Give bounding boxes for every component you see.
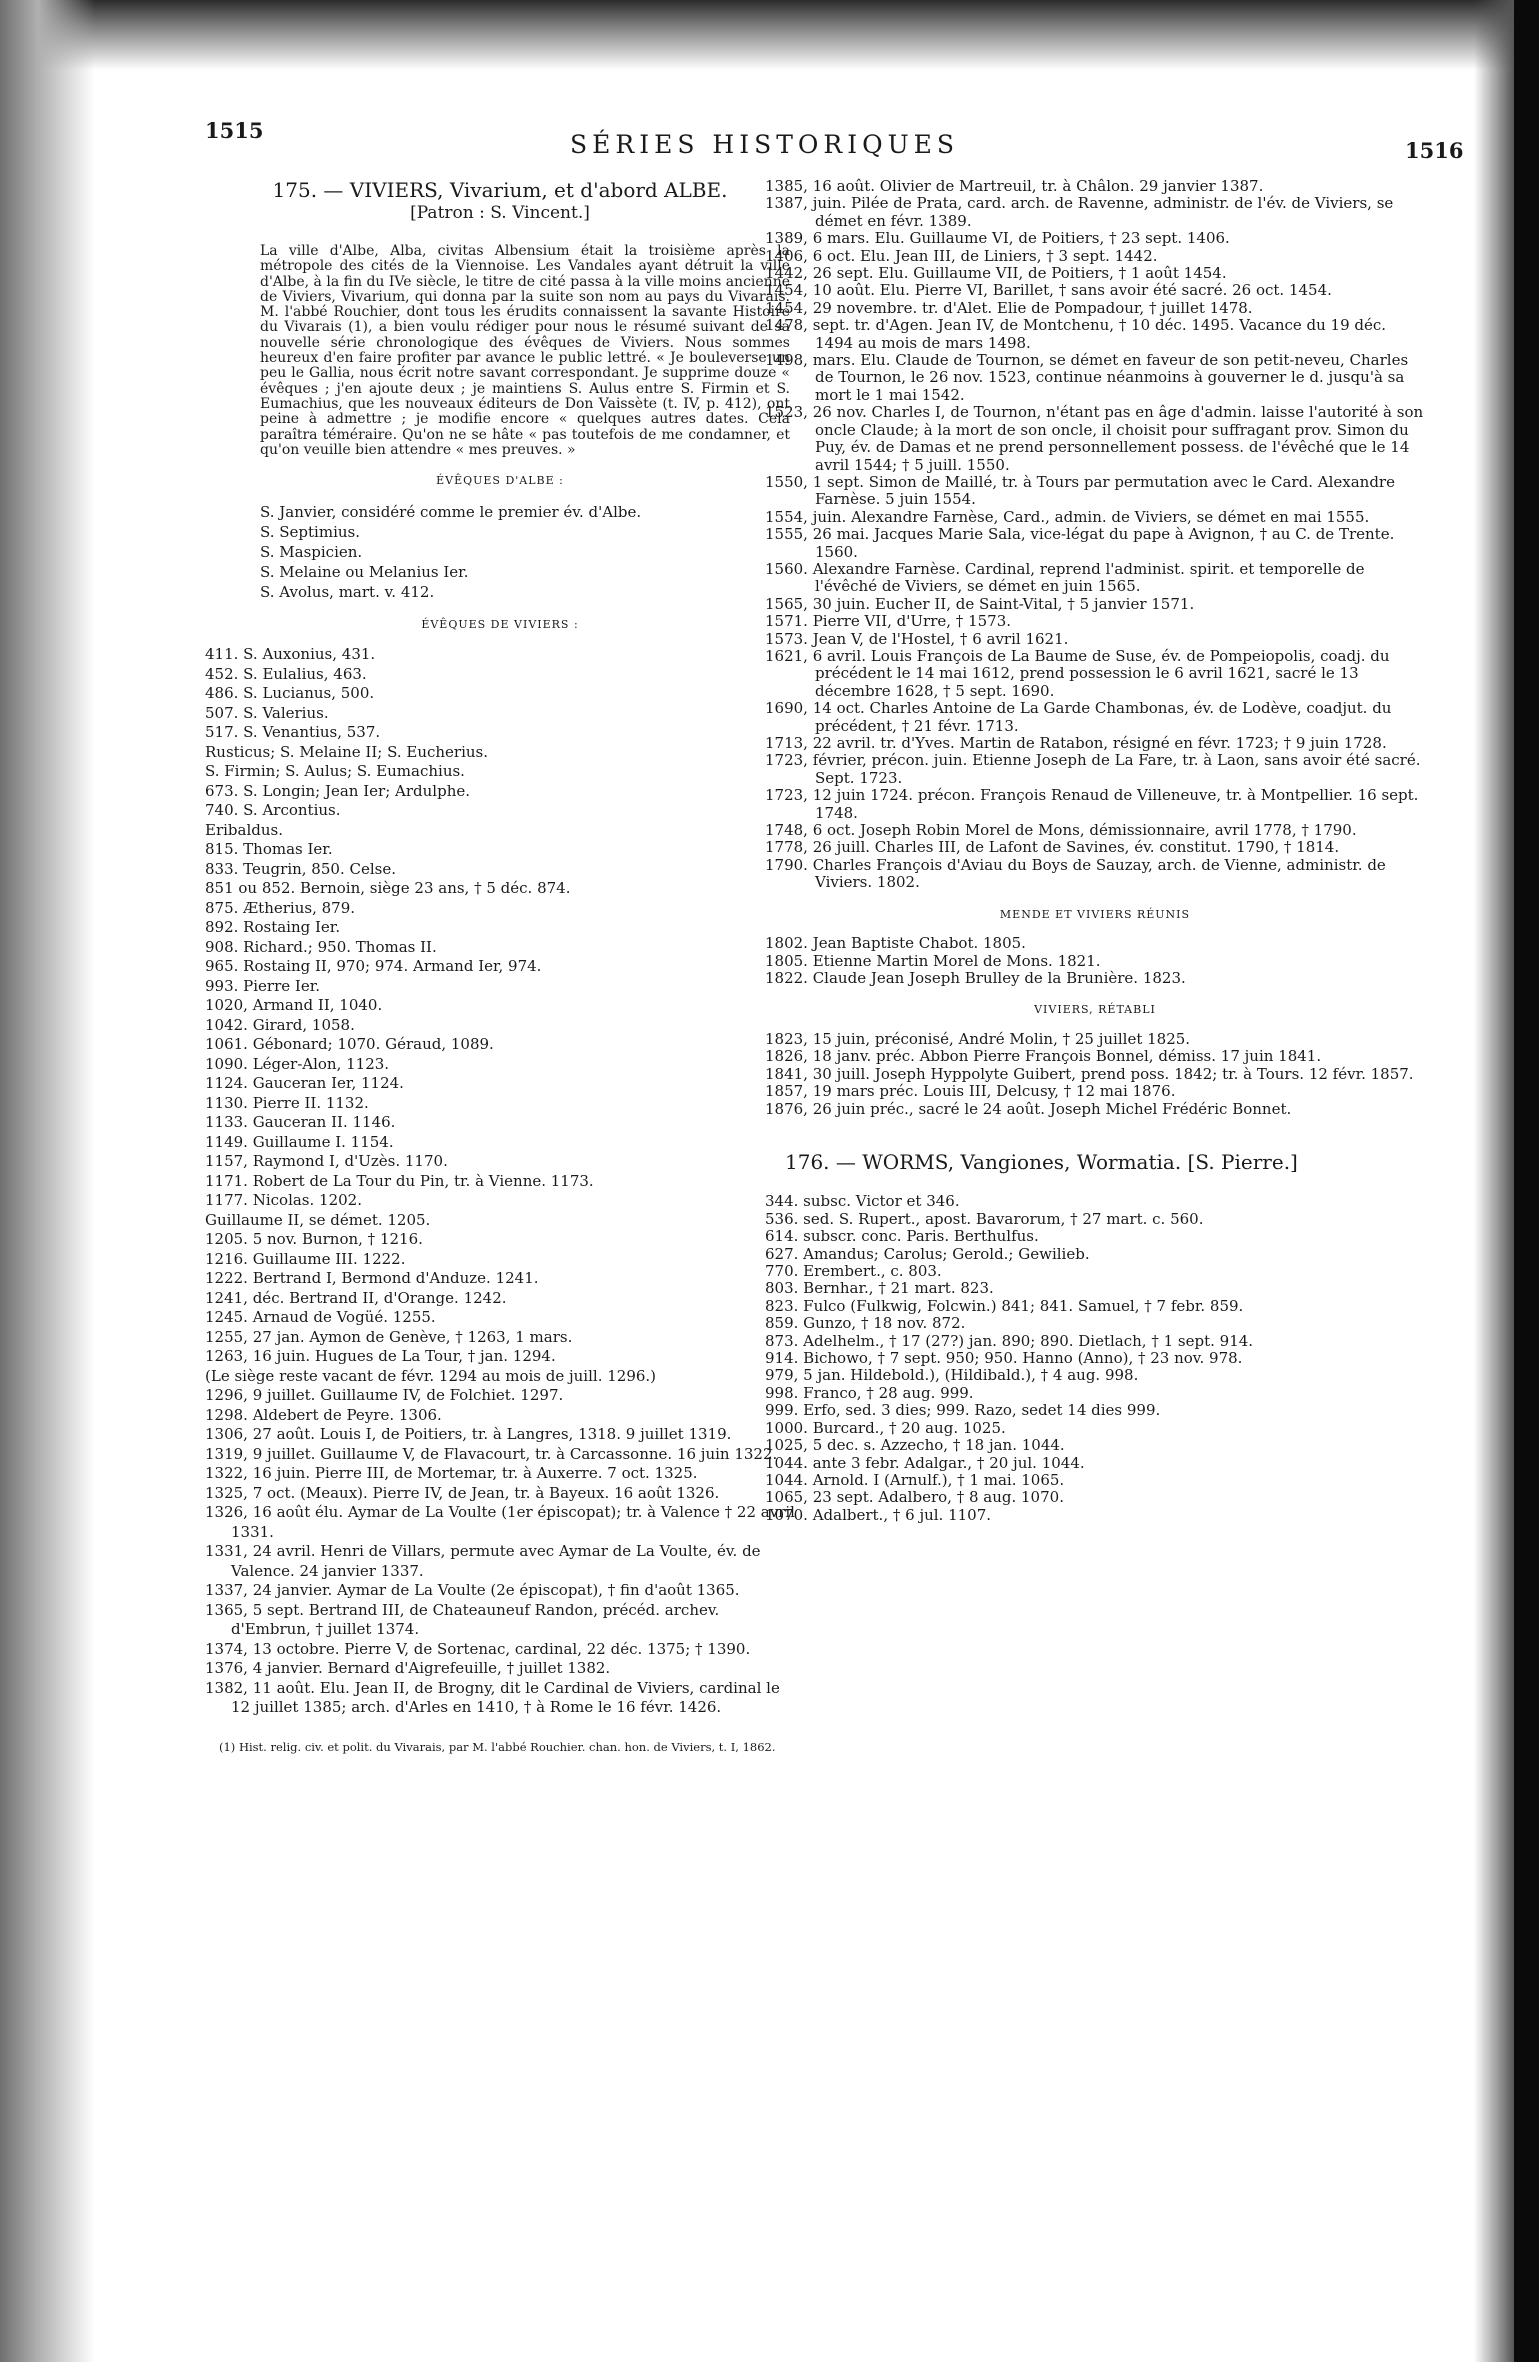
bishop-entry: 1555, 26 mai. Jacques Marie Sala, vice-légat du pape à Avignon, † au C. de Trente. 1560.: [765, 525, 1395, 561]
viviers-list: [205, 645, 795, 1718]
bishop-entry: 1554, juin. Alexandre Farnèse, Card., admin. de Viviers, se démet en mai 1555.: [765, 507, 1370, 526]
bishop-entry: 1177. Nicolas. 1202.: [205, 1191, 362, 1210]
albe-list: [205, 502, 795, 602]
bishop-entry: 1802. Jean Baptiste Chabot. 1805.: [765, 934, 1026, 953]
bishop-entry: 1374, 13 octobre. Pierre V, de Sortenac, cardinal, 22 déc. 1375; † 1390.: [205, 1639, 751, 1658]
bishop-entry: 1565, 30 juin. Eucher II, de Saint-Vital, † 5 janvier 1571.: [765, 594, 1195, 613]
bishop-entry: 1000. Burcard., † 20 aug. 1025.: [765, 1418, 1006, 1437]
scan-edge-right-shadow: [1474, 0, 1514, 2362]
albe-bishop: S. Maspicien.: [260, 542, 363, 561]
section-patron: [Patron : S. Vincent.]: [410, 203, 590, 223]
bishop-entry: 486. S. Lucianus, 500.: [205, 684, 375, 703]
bishop-entry: 1245. Arnaud de Vogüé. 1255.: [205, 1308, 436, 1327]
bishop-entry: 1498, mars. Elu. Claude de Tournon, se démet en faveur de son petit-neveu, Charles de Tournon, le 26 nov. 1523, continue néanmoins à gouverner le d. jusqu'à sa mort le 1 mai 1542.: [765, 351, 1409, 404]
bishop-entry: 627. Amandus; Carolus; Gerold.; Gewilieb.: [765, 1244, 1090, 1263]
bishop-entry: 993. Pierre Ier.: [205, 976, 321, 995]
bishop-entry: 998. Franco, † 28 aug. 999.: [765, 1383, 974, 1402]
section-title-viviers: 175. — VIVIERS, Vivarium, et d'abord ALBE.: [272, 178, 728, 202]
bishop-entry: 908. Richard.; 950. Thomas II.: [205, 937, 437, 956]
bishop-entry: 875. Ætherius, 879.: [205, 898, 356, 917]
bishop-entry: 1090. Léger-Alon, 1123.: [205, 1054, 390, 1073]
left-column: [205, 178, 795, 1755]
bishop-entry: 1065, 23 sept. Adalbero, † 8 aug. 1070.: [765, 1488, 1064, 1507]
bishop-entry: 1263, 16 juin. Hugues de La Tour, † jan. 1294.: [205, 1347, 556, 1366]
bishop-entry: 770. Erembert., c. 803.: [765, 1262, 942, 1281]
bishop-entry: 1216. Guillaume III. 1222.: [205, 1249, 406, 1268]
bishop-entry: 823. Fulco (Fulkwig, Folcwin.) 841; 841. Samuel, † 7 febr. 859.: [765, 1296, 1244, 1315]
bishop-entry: 411. S. Auxonius, 431.: [205, 645, 376, 664]
bishop-entry: 1331, 24 avril. Henri de Villars, permute avec Aymar de La Voulte, év. de Valence. 24 janvier 1337.: [205, 1542, 761, 1580]
albe-bishop: S. Septimius.: [260, 522, 361, 541]
bishop-entry: 1442, 26 sept. Elu. Guillaume VII, de Poitiers, † 1 août 1454.: [765, 264, 1227, 283]
bishop-entry: 1723, février, précon. juin. Etienne Joseph de La Fare, tr. à Laon, sans avoir été sacré. Sept. 1723.: [765, 751, 1421, 787]
viviers-heading: ÉVÊQUES DE VIVIERS :: [421, 617, 579, 631]
scan-edge-top: [0, 0, 1539, 70]
bishop-entry: 815. Thomas Ier.: [205, 840, 333, 859]
bishop-entry: 1826, 18 janv. préc. Abbon Pierre François Bonnel, démiss. 17 juin 1841.: [765, 1047, 1322, 1066]
bishop-entry: 1255, 27 jan. Aymon de Genève, † 1263, 1 mars.: [205, 1327, 573, 1346]
albe-bishop: S. Melaine ou Melanius Ier.: [260, 562, 469, 581]
bishop-entry: 1042. Girard, 1058.: [205, 1015, 355, 1034]
albe-heading: ÉVÊQUES D'ALBE :: [436, 474, 564, 488]
bishop-entry: 892. Rostaing Ier.: [205, 918, 341, 937]
bishop-entry: 1020, Armand II, 1040.: [205, 996, 383, 1015]
document-page: [205, 108, 1464, 2308]
bishop-entry: 536. sed. S. Rupert., apost. Bavarorum, † 27 mart. c. 560.: [765, 1209, 1204, 1228]
bishop-entry: 1550, 1 sept. Simon de Maillé, tr. à Tours par permutation avec le Card. Alexandre Farnèse. 5 juin 1554.: [765, 472, 1395, 509]
running-title: SÉRIES HISTORIQUES: [570, 130, 960, 159]
bishop-entry: 803. Bernhar., † 21 mart. 823.: [765, 1279, 994, 1298]
bishop-entry: 914. Bichowo, † 7 sept. 950; 950. Hanno (Anno), † 23 nov. 978.: [765, 1349, 1243, 1368]
bishop-entry: 1805. Etienne Martin Morel de Mons. 1821.: [765, 951, 1101, 970]
bishop-entry: (Le siège reste vacant de févr. 1294 au mois de juill. 1296.): [205, 1366, 657, 1385]
bishop-entry: 1061. Gébonard; 1070. Géraud, 1089.: [205, 1035, 494, 1054]
bishop-entry: 517. S. Venantius, 537.: [205, 723, 381, 742]
bishop-entry: 1222. Bertrand I, Bermond d'Anduze. 1241.: [205, 1269, 539, 1288]
bishop-entry: 1621, 6 avril. Louis François de La Baume de Suse, év. de Pompeiopolis, coadj. du précédent le 14 mai 1612, prend possession le 6 avril 1621, sacré le 13 décembre 1628, † 5 sept. 1690.: [765, 646, 1390, 700]
intro-paragraph: La ville d'Albe, Alba, civitas Albensium était la troisième après la métropole des cités de la Viennoise. Les Vandales ayant détruit la ville d'Albe, à la fin du IVe siècle, le titre de cité passa à la ville moins ancienne de Viviers, Vivarium, qui donna par la suite son nom au pays du Vivarais. M. l'abbé Rouchier, dont tous les érudits connaissent la savante Histoire du Vivarais (1), a bien voulu rédiger pour nous le résumé suivant de sa nouvelle série chronologique des évêques de Viviers. Nous sommes heureux d'en faire profiter par avance le public lettré. « Je bouleverse un peu le Gallia, nous écrit notre savant correspondant. Je supprime douze « évêques ; j'en ajoute deux ; je maintiens S. Aulus entre S. Firmin et S. Eumachius, que les nouveaux éditeurs de Don Vaissète (t. IV, p. 412), ont peine à admettre ; je modifie encore « quelques autres dates. Cela paraîtra téméraire. Qu'on ne se hâte « pas toutefois de me condamner, et qu'on veuille bien attendre « mes preuves. »: [260, 243, 790, 458]
footnote: (1) Hist. relig. civ. et polit. du Vivarais, par M. l'abbé Rouchier. chan. hon. de Viviers, t. I, 1862.: [219, 1739, 776, 1754]
bishop-entry: 507. S. Valerius.: [205, 703, 329, 722]
bishop-entry: 452. S. Eulalius, 463.: [205, 664, 367, 683]
bishop-entry: 1385, 16 août. Olivier de Martreuil, tr. à Châlon. 29 janvier 1387.: [765, 177, 1264, 195]
bishop-entry: 1389, 6 mars. Elu. Guillaume VI, de Poitiers, † 23 sept. 1406.: [765, 229, 1230, 248]
retabli-list: [765, 1031, 1425, 1118]
bishop-entry: 1241, déc. Bertrand II, d'Orange. 1242.: [205, 1288, 507, 1307]
bishop-entry: 1822. Claude Jean Joseph Brulley de la Brunière. 1823.: [765, 968, 1186, 987]
bishop-entry: 979, 5 jan. Hildebold.), (Hildibald.), † 4 aug. 998.: [765, 1366, 1139, 1385]
bishop-entry: Rusticus; S. Melaine II; S. Eucherius.: [205, 742, 489, 761]
bishop-entry: 1326, 16 août élu. Aymar de La Voulte (1er épiscopat); tr. à Valence † 22 avril 1331.: [205, 1503, 795, 1541]
bishop-entry: 673. S. Longin; Jean Ier; Ardulphe.: [205, 781, 471, 800]
bishop-entry: 1149. Guillaume I. 1154.: [205, 1132, 394, 1151]
bishop-entry: 859. Gunzo, † 18 nov. 872.: [765, 1314, 966, 1333]
bishop-entry: 1454, 10 août. Elu. Pierre VI, Barillet, † sans avoir été sacré. 26 oct. 1454.: [765, 281, 1332, 300]
mende-list: [765, 935, 1425, 987]
bishop-entry: 1713, 22 avril. tr. d'Yves. Martin de Ratabon, résigné en févr. 1723; † 9 juin 1728.: [765, 734, 1387, 752]
mende-heading: MENDE ET VIVIERS RÉUNIS: [999, 907, 1191, 921]
bishop-entry: 873. Adelhelm., † 17 (27?) jan. 890; 890. Dietlach, † 1 sept. 914.: [765, 1331, 1254, 1350]
bishop-entry: 1296, 9 juillet. Guillaume IV, de Folchiet. 1297.: [205, 1386, 564, 1405]
bishop-entry: 1337, 24 janvier. Aymar de La Voulte (2e épiscopat), † fin d'août 1365.: [205, 1581, 740, 1600]
bishop-entry: 1157, Raymond I, d'Uzès. 1170.: [205, 1152, 448, 1171]
albe-bishop: S. Avolus, mart. v. 412.: [260, 582, 435, 601]
bishop-entry: 1857, 19 mars préc. Louis III, Delcusy, † 12 mai 1876.: [765, 1082, 1176, 1101]
bishop-entry: 999. Erfo, sed. 3 dies; 999. Razo, sedet 14 dies 999.: [765, 1401, 1161, 1420]
bishop-entry: 1748, 6 oct. Joseph Robin Morel de Mons, démissionnaire, avril 1778, † 1790.: [765, 821, 1357, 840]
bishop-entry: 1723, 12 juin 1724. précon. François Renaud de Villeneuve, tr. à Montpellier. 16 sept. 1748.: [765, 786, 1419, 822]
bishop-entry: 1778, 26 juill. Charles III, de Lafont de Savines, év. constitut. 1790, † 1814.: [765, 838, 1340, 857]
bishop-entry: 1365, 5 sept. Bertrand III, de Chateauneuf Randon, précéd. archev. d'Embrun, † juillet 1374.: [205, 1600, 720, 1639]
bishop-entry: 1205. 5 nov. Burnon, † 1216.: [205, 1230, 423, 1249]
bishop-entry: 1841, 30 juill. Joseph Hyppolyte Guibert, prend poss. 1842; tr. à Tours. 12 févr. 1857.: [765, 1064, 1414, 1083]
bishop-entry: 1322, 16 juin. Pierre III, de Mortemar, tr. à Auxerre. 7 oct. 1325.: [205, 1464, 698, 1483]
bishop-entry: 1070. Adalbert., † 6 jul. 1107.: [765, 1505, 992, 1524]
bishop-entry: Guillaume II, se démet. 1205.: [205, 1210, 431, 1229]
bishop-entry: Eribaldus.: [205, 820, 283, 839]
bishop-entry: 1823, 15 juin, préconisé, André Molin, † 25 juillet 1825.: [765, 1029, 1191, 1048]
bishop-entry: 1124. Gauceran Ier, 1124.: [205, 1074, 404, 1093]
bishop-entry: 1571. Pierre VII, d'Urre, † 1573.: [765, 612, 1012, 631]
albe-bishop: S. Janvier, considéré comme le premier év. d'Albe.: [260, 502, 642, 521]
bishop-entry: 1790. Charles François d'Aviau du Boys de Sauzay, arch. de Vienne, administr. de Viviers. 1802.: [765, 855, 1386, 892]
bishop-entry: 1298. Aldebert de Peyre. 1306.: [205, 1405, 442, 1424]
bishop-entry: 1454, 29 novembre. tr. d'Alet. Elie de Pompadour, † juillet 1478.: [765, 298, 1253, 317]
bishop-entry: 1387, juin. Pilée de Prata, card. arch. de Ravenne, administr. de l'év. de Viviers, se démet en févr. 1389.: [765, 194, 1394, 230]
retabli-heading: VIVIERS, RÉTABLI: [1034, 1003, 1156, 1017]
right-column: [765, 178, 1425, 1524]
bishop-entry: 1573. Jean V, de l'Hostel, † 6 avril 1621.: [765, 629, 1069, 648]
bishop-entry: 344. subsc. Victor et 346.: [765, 1192, 960, 1211]
bishop-entry: 1319, 9 juillet. Guillaume V, de Flavacourt, tr. à Carcassonne. 16 juin 1322.: [205, 1444, 778, 1463]
bishop-entry: 740. S. Arcontius.: [205, 801, 341, 820]
bishop-entry: 1130. Pierre II. 1132.: [205, 1093, 369, 1112]
bishop-entry: 1044. Arnold. I (Arnulf.), † 1 mai. 1065.: [765, 1470, 1065, 1489]
page-number-left: 1515: [205, 118, 264, 143]
bishop-entry: 833. Teugrin, 850. Celse.: [205, 859, 396, 878]
page-number-right: 1516: [1405, 138, 1464, 163]
bishop-entry: 1876, 26 juin préc., sacré le 24 août. Joseph Michel Frédéric Bonnet.: [765, 1099, 1292, 1118]
worms-list: [765, 1193, 1425, 1524]
bishop-entry: 1560. Alexandre Farnèse. Cardinal, reprend l'administ. spirit. et temporelle de l'évêché de Viviers, se démet en juin 1565.: [765, 559, 1365, 596]
bishop-entry: 965. Rostaing II, 970; 974. Armand Ier, 974.: [205, 957, 542, 976]
bishop-entry: 1025, 5 dec. s. Azzecho, † 18 jan. 1044.: [765, 1436, 1065, 1455]
bishop-entry: S. Firmin; S. Aulus; S. Eumachius.: [205, 762, 465, 781]
bishop-entry: 1382, 11 août. Elu. Jean II, de Brogny, dit le Cardinal de Viviers, cardinal le 12 juillet 1385; arch. d'Arles en 1410, † à Rome le 16 févr. 1426.: [205, 1678, 780, 1717]
scan-edge-right: [1514, 0, 1539, 2362]
viviers-list-continued: [765, 178, 1425, 892]
bishop-entry: 1171. Robert de La Tour du Pin, tr. à Vienne. 1173.: [205, 1171, 594, 1190]
bishop-entry: 614. subscr. conc. Paris. Berthulfus.: [765, 1227, 1039, 1246]
bishop-entry: 1406, 6 oct. Elu. Jean III, de Liniers, † 3 sept. 1442.: [765, 246, 1158, 265]
scan-edge-left: [0, 0, 95, 2362]
bishop-entry: 1044. ante 3 febr. Adalgar., † 20 jul. 1044.: [765, 1453, 1085, 1472]
bishop-entry: 1376, 4 janvier. Bernard d'Aigrefeuille, † juillet 1382.: [205, 1659, 611, 1678]
bishop-entry: 851 ou 852. Bernoin, siège 23 ans, † 5 déc. 874.: [205, 879, 571, 898]
bishop-entry: 1478, sept. tr. d'Agen. Jean IV, de Montchenu, † 10 déc. 1495. Vacance du 19 déc. 1494 au mois de mars 1498.: [765, 316, 1387, 352]
section-title-worms: 176. — WORMS, Vangiones, Wormatia. [S. Pierre.]: [785, 1149, 1298, 1174]
bishop-entry: 1325, 7 oct. (Meaux). Pierre IV, de Jean, tr. à Bayeux. 16 août 1326.: [205, 1483, 720, 1502]
bishop-entry: 1306, 27 août. Louis I, de Poitiers, tr. à Langres, 1318. 9 juillet 1319.: [205, 1425, 732, 1444]
bishop-entry: 1523, 26 nov. Charles I, de Tournon, n'étant pas en âge d'admin. laisse l'autorité à son oncle Claude; à la mort de son oncle, il choisit pour suffragant prov. Simon du Puy, év. de Damas et ne prend personnellement possess. de l'évêché que le 14 avril 1544; † 5 juill. 1550.: [765, 403, 1424, 474]
bishop-entry: 1690, 14 oct. Charles Antoine de La Garde Chambonas, év. de Lodève, coadjut. du précédent, † 21 févr. 1713.: [765, 699, 1392, 735]
bishop-entry: 1133. Gauceran II. 1146.: [205, 1113, 396, 1132]
